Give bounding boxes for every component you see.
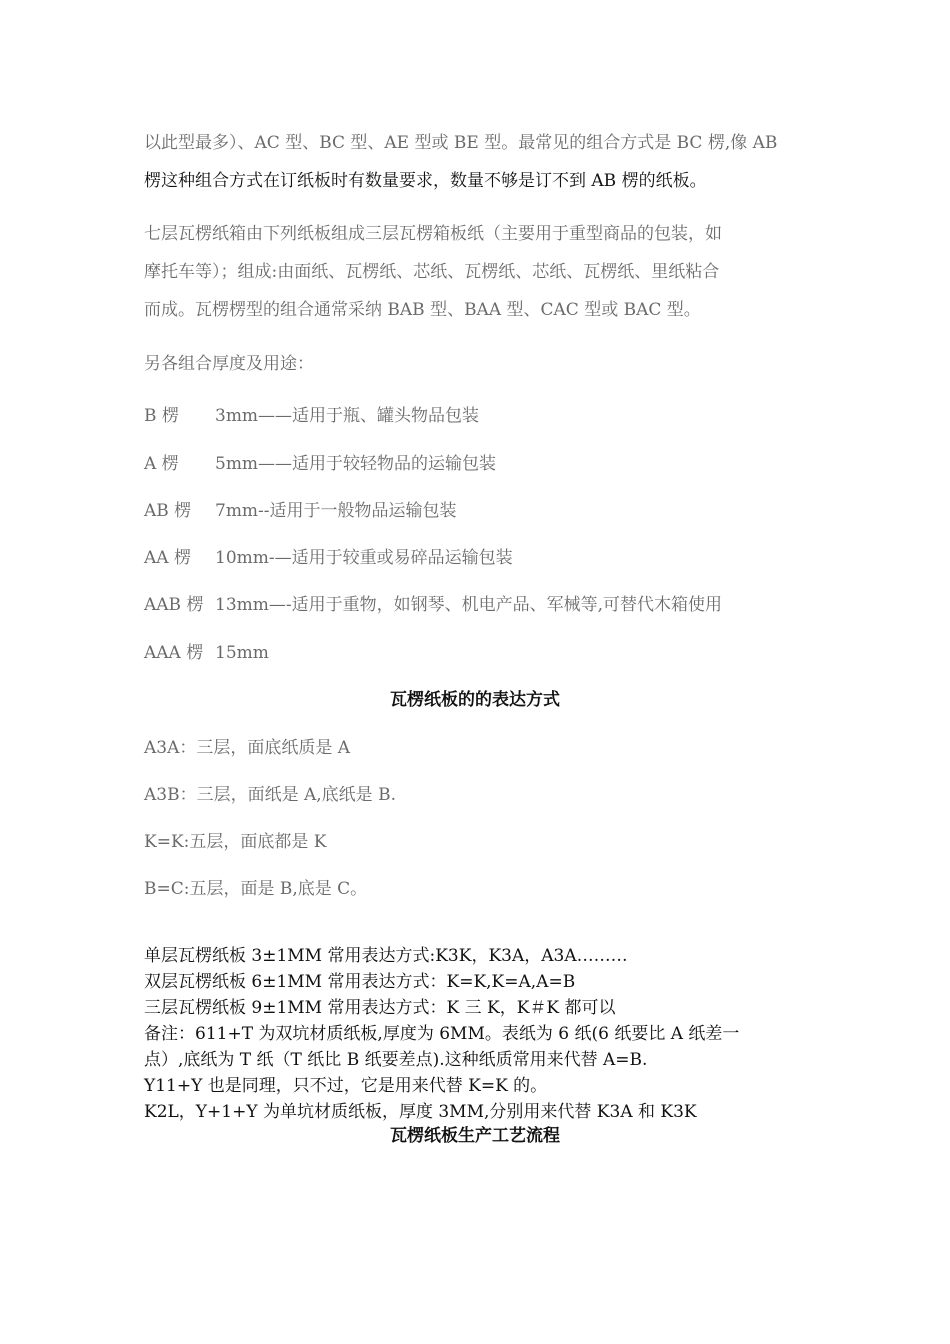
flute-name: A 楞: [144, 454, 179, 474]
intro-line-1: 以此型最多）、AC 型、BC 型、AE 型或 BE 型。最常见的组合方式是 BC 楞,像 AB: [144, 133, 778, 153]
intro-line-2: 楞这种组合方式在订纸板时有数量要求，数量不够是订不到 AB 楞的纸板。: [144, 171, 707, 191]
flute-row: [144, 590, 722, 615]
expression-item: K=K:五层，面底都是 K: [144, 832, 327, 852]
flute-row: [144, 543, 513, 568]
seven-layer-line-3: 而成。瓦楞楞型的组合通常采纳 BAB 型、BAA 型、CAC 型或 BAC 型。: [144, 300, 701, 320]
note-line: Y11+Y 也是同理，只不过，它是用来代替 K=K 的。: [144, 1076, 548, 1096]
flute-name: AB 楞: [144, 501, 192, 521]
note-line: 点）,底纸为 T 纸（T 纸比 B 纸要差点).这种纸质常用来代替 A=B.: [144, 1050, 648, 1070]
flute-name: AAA 楞: [144, 643, 204, 663]
flute-desc: 13mm—-适用于重物，如钢琴、机电产品、军械等,可替代木箱使用: [215, 595, 723, 615]
section-heading-process: 瓦楞纸板生产工艺流程: [390, 1126, 560, 1146]
flute-name: B 楞: [144, 406, 179, 426]
seven-layer-line-1: 七层瓦楞纸箱由下列纸板组成三层瓦楞箱板纸（主要用于重型商品的包装，如: [144, 224, 722, 244]
flute-row: [144, 449, 496, 474]
thickness-intro: 另各组合厚度及用途：: [144, 354, 314, 374]
expression-item: B=C:五层，面是 B,底是 C。: [144, 879, 368, 899]
flute-row: [144, 496, 457, 521]
flute-name: AAB 楞: [144, 595, 204, 615]
seven-layer-line-2: 摩托车等）；组成:由面纸、瓦楞纸、芯纸、瓦楞纸、芯纸、瓦楞纸、里纸粘合: [144, 262, 720, 282]
flute-desc: 7mm--适用于一般物品运输包装: [215, 501, 457, 521]
note-line: 备注：611+T 为双坑材质纸板,厚度为 6MM。表纸为 6 纸(6 纸要比 A 纸差一: [144, 1024, 740, 1044]
flute-desc: 3mm——适用于瓶、罐头物品包装: [215, 406, 480, 426]
flute-desc: 15mm: [215, 643, 269, 663]
intro-paragraph: [144, 124, 814, 200]
flute-name: AA 楞: [144, 548, 191, 568]
note-line: 三层瓦楞纸板 9±1MM 常用表达方式：K 三 K，K＃K 都可以: [144, 998, 616, 1018]
note-line: 单层瓦楞纸板 3±1MM 常用表达方式:K3K，K3A，A3A………: [144, 946, 628, 966]
flute-row: [144, 401, 479, 426]
note-line: 双层瓦楞纸板 6±1MM 常用表达方式：K=K,K=A,A=B: [144, 972, 576, 992]
seven-layer-paragraph: [144, 215, 814, 329]
expression-item: A3A：三层，面底纸质是 A: [144, 738, 351, 758]
note-line: K2L，Y+1+Y 为单坑材质纸板，厚度 3MM,分别用来代替 K3A 和 K3K: [144, 1102, 697, 1122]
flute-desc: 5mm——适用于较轻物品的运输包装: [215, 454, 497, 474]
flute-row: [144, 638, 269, 663]
flute-desc: 10mm-—适用于较重或易碎品运输包装: [215, 548, 513, 568]
expression-item: A3B：三层，面纸是 A,底纸是 B.: [144, 785, 396, 805]
section-heading-expression: 瓦楞纸板的的表达方式: [390, 690, 560, 710]
notes-block: [144, 943, 784, 1125]
